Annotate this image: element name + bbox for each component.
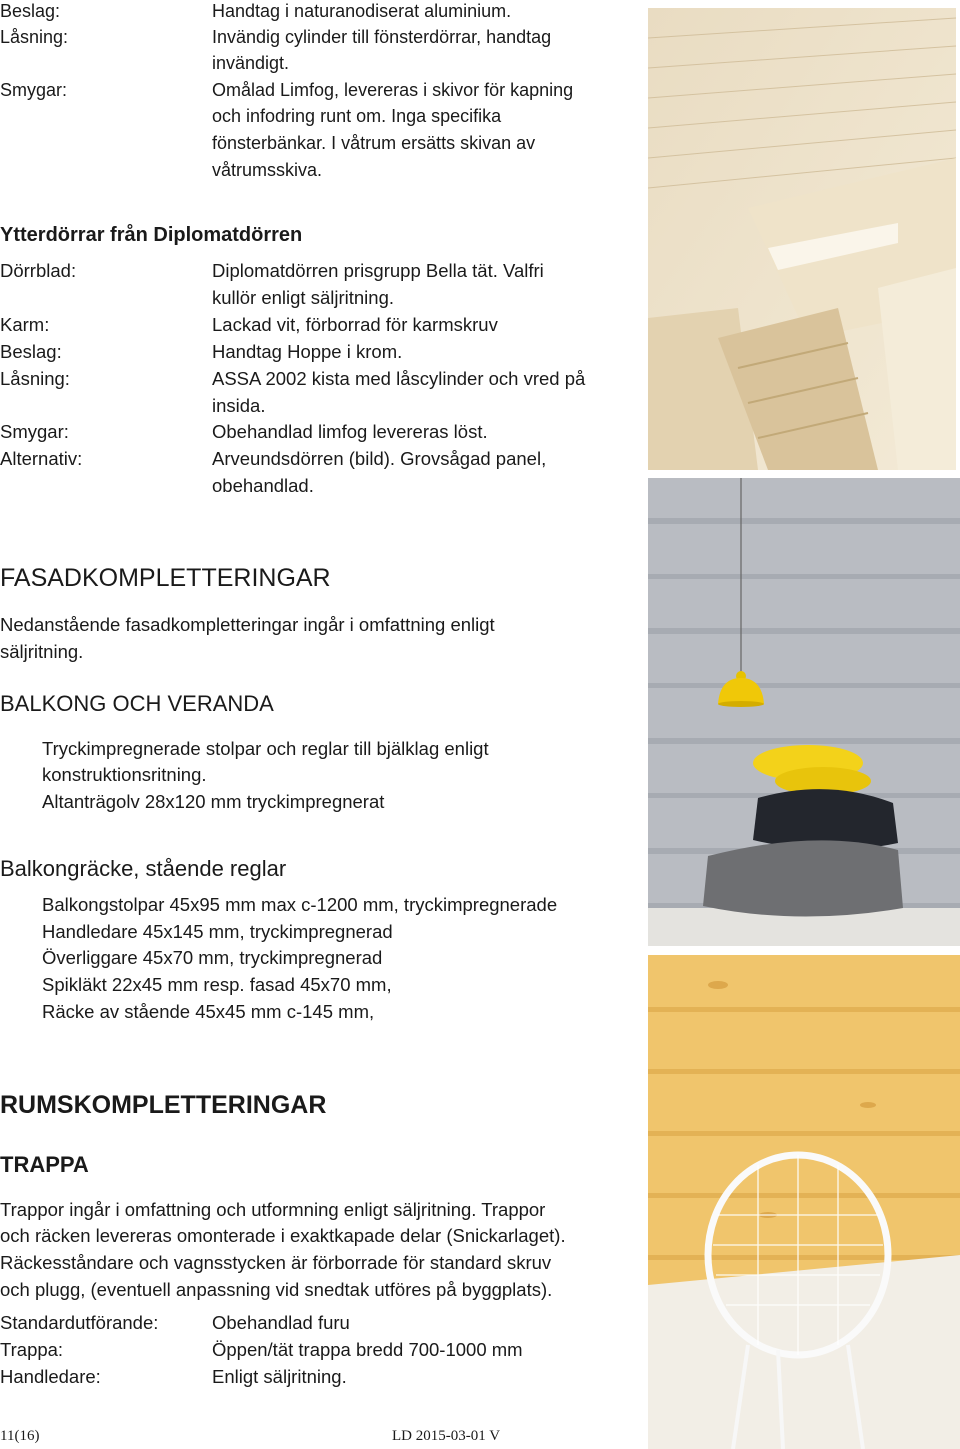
spec-value: Obehandlad limfog levereras löst. (212, 421, 488, 442)
trappa-line: och räcken levereras omonterade i exaktkapade delar (Snickarlaget). (0, 1225, 566, 1246)
racke-line: Handledare 45x145 mm, tryckimpregnerad (42, 921, 393, 942)
lamp-cushions-photo (648, 478, 960, 946)
spec-label: Alternativ: (0, 448, 83, 469)
spec-value: Diplomatdörren prisgrupp Bella tät. Valfri (212, 260, 544, 281)
staircase-photo (648, 8, 956, 470)
spec-value: kullör enligt säljritning. (212, 287, 395, 308)
trappa-heading: TRAPPA (0, 1152, 89, 1177)
fasad-intro-line: säljritning. (0, 641, 84, 662)
spec-value: Enligt säljritning. (212, 1366, 347, 1387)
spec-value: Handtag Hoppe i krom. (212, 341, 403, 362)
doors-heading: Ytterdörrar från Diplomatdörren (0, 224, 303, 246)
spec-value: Omålad Limfog, levereras i skivor för kapning (212, 80, 574, 100)
spec-label: Smygar: (0, 80, 68, 100)
trappa-line: Trappor ingår i omfattning och utformning enligt säljritning. Trappor (0, 1199, 546, 1220)
spec-label: Låsning: (0, 27, 69, 47)
spec-value: obehandlad. (212, 475, 314, 496)
spec-label: Karm: (0, 314, 50, 335)
spec-value: Öppen/tät trappa bredd 700-1000 mm (212, 1339, 523, 1360)
spec-value: fönsterbänkar. I våtrum ersätts skivan av (212, 133, 536, 153)
racke-heading: Balkongräcke, stående reglar (0, 856, 287, 881)
racke-line: Räcke av stående 45x45 mm c-145 mm, (42, 1001, 375, 1022)
spec-label: Beslag: (0, 1, 61, 21)
spec-value: Obehandlad furu (212, 1312, 350, 1333)
spec-label: Låsning: (0, 368, 70, 389)
spec-label: Handledare: (0, 1366, 101, 1387)
spec-value: insida. (212, 395, 266, 416)
chair-photo (648, 955, 960, 1449)
spec-value: våtrumsskiva. (212, 160, 323, 180)
document-id: LD 2015-03-01 V (392, 1428, 501, 1444)
racke-line: Balkongstolpar 45x95 mm max c-1200 mm, tryckimpregnerade (42, 894, 558, 915)
balkong-line: konstruktionsritning. (42, 764, 207, 785)
spec-value: Invändig cylinder till fönsterdörrar, handtag (212, 27, 552, 47)
balkong-heading: BALKONG OCH VERANDA (0, 691, 274, 716)
trappa-line: Räckesståndare och vagnsstycken är förborrade för standard skruv (0, 1252, 552, 1273)
rum-heading: RUMSKOMPLETTERINGAR (0, 1091, 327, 1119)
spec-label: Standardutförande: (0, 1312, 159, 1333)
spec-value: ASSA 2002 kista med låscylinder och vred på (212, 368, 586, 389)
spec-value: och infodring runt om. Inga specifika (212, 106, 502, 126)
racke-line: Spikläkt 22x45 mm resp. fasad 45x70 mm, (42, 974, 392, 995)
spec-label: Trappa: (0, 1339, 64, 1360)
balkong-line: Altanträgolv 28x120 mm tryckimpregnerat (42, 791, 385, 812)
spec-value: Arveundsdörren (bild). Grovsågad panel, (212, 448, 547, 469)
fasad-heading: FASADKOMPLETTERINGAR (0, 564, 331, 592)
spec-value: invändigt. (212, 53, 290, 73)
spec-label: Dörrblad: (0, 260, 77, 281)
trappa-line: och plugg, (eventuell anpassning vid snedtak utföres på byggplats). (0, 1279, 553, 1300)
page-number: 11(16) (0, 1428, 40, 1444)
spec-label: Smygar: (0, 421, 69, 442)
fasad-intro-line: Nedanstående fasadkompletteringar ingår i omfattning enligt (0, 614, 495, 635)
spec-value: Lackad vit, förborrad för karmskruv (212, 314, 498, 335)
spec-value: Handtag i naturanodiserat aluminium. (212, 1, 512, 21)
spec-label: Beslag: (0, 341, 62, 362)
balkong-line: Tryckimpregnerade stolpar och reglar till bjälklag enligt (42, 738, 489, 759)
racke-line: Överliggare 45x70 mm, tryckimpregnerad (42, 947, 383, 968)
